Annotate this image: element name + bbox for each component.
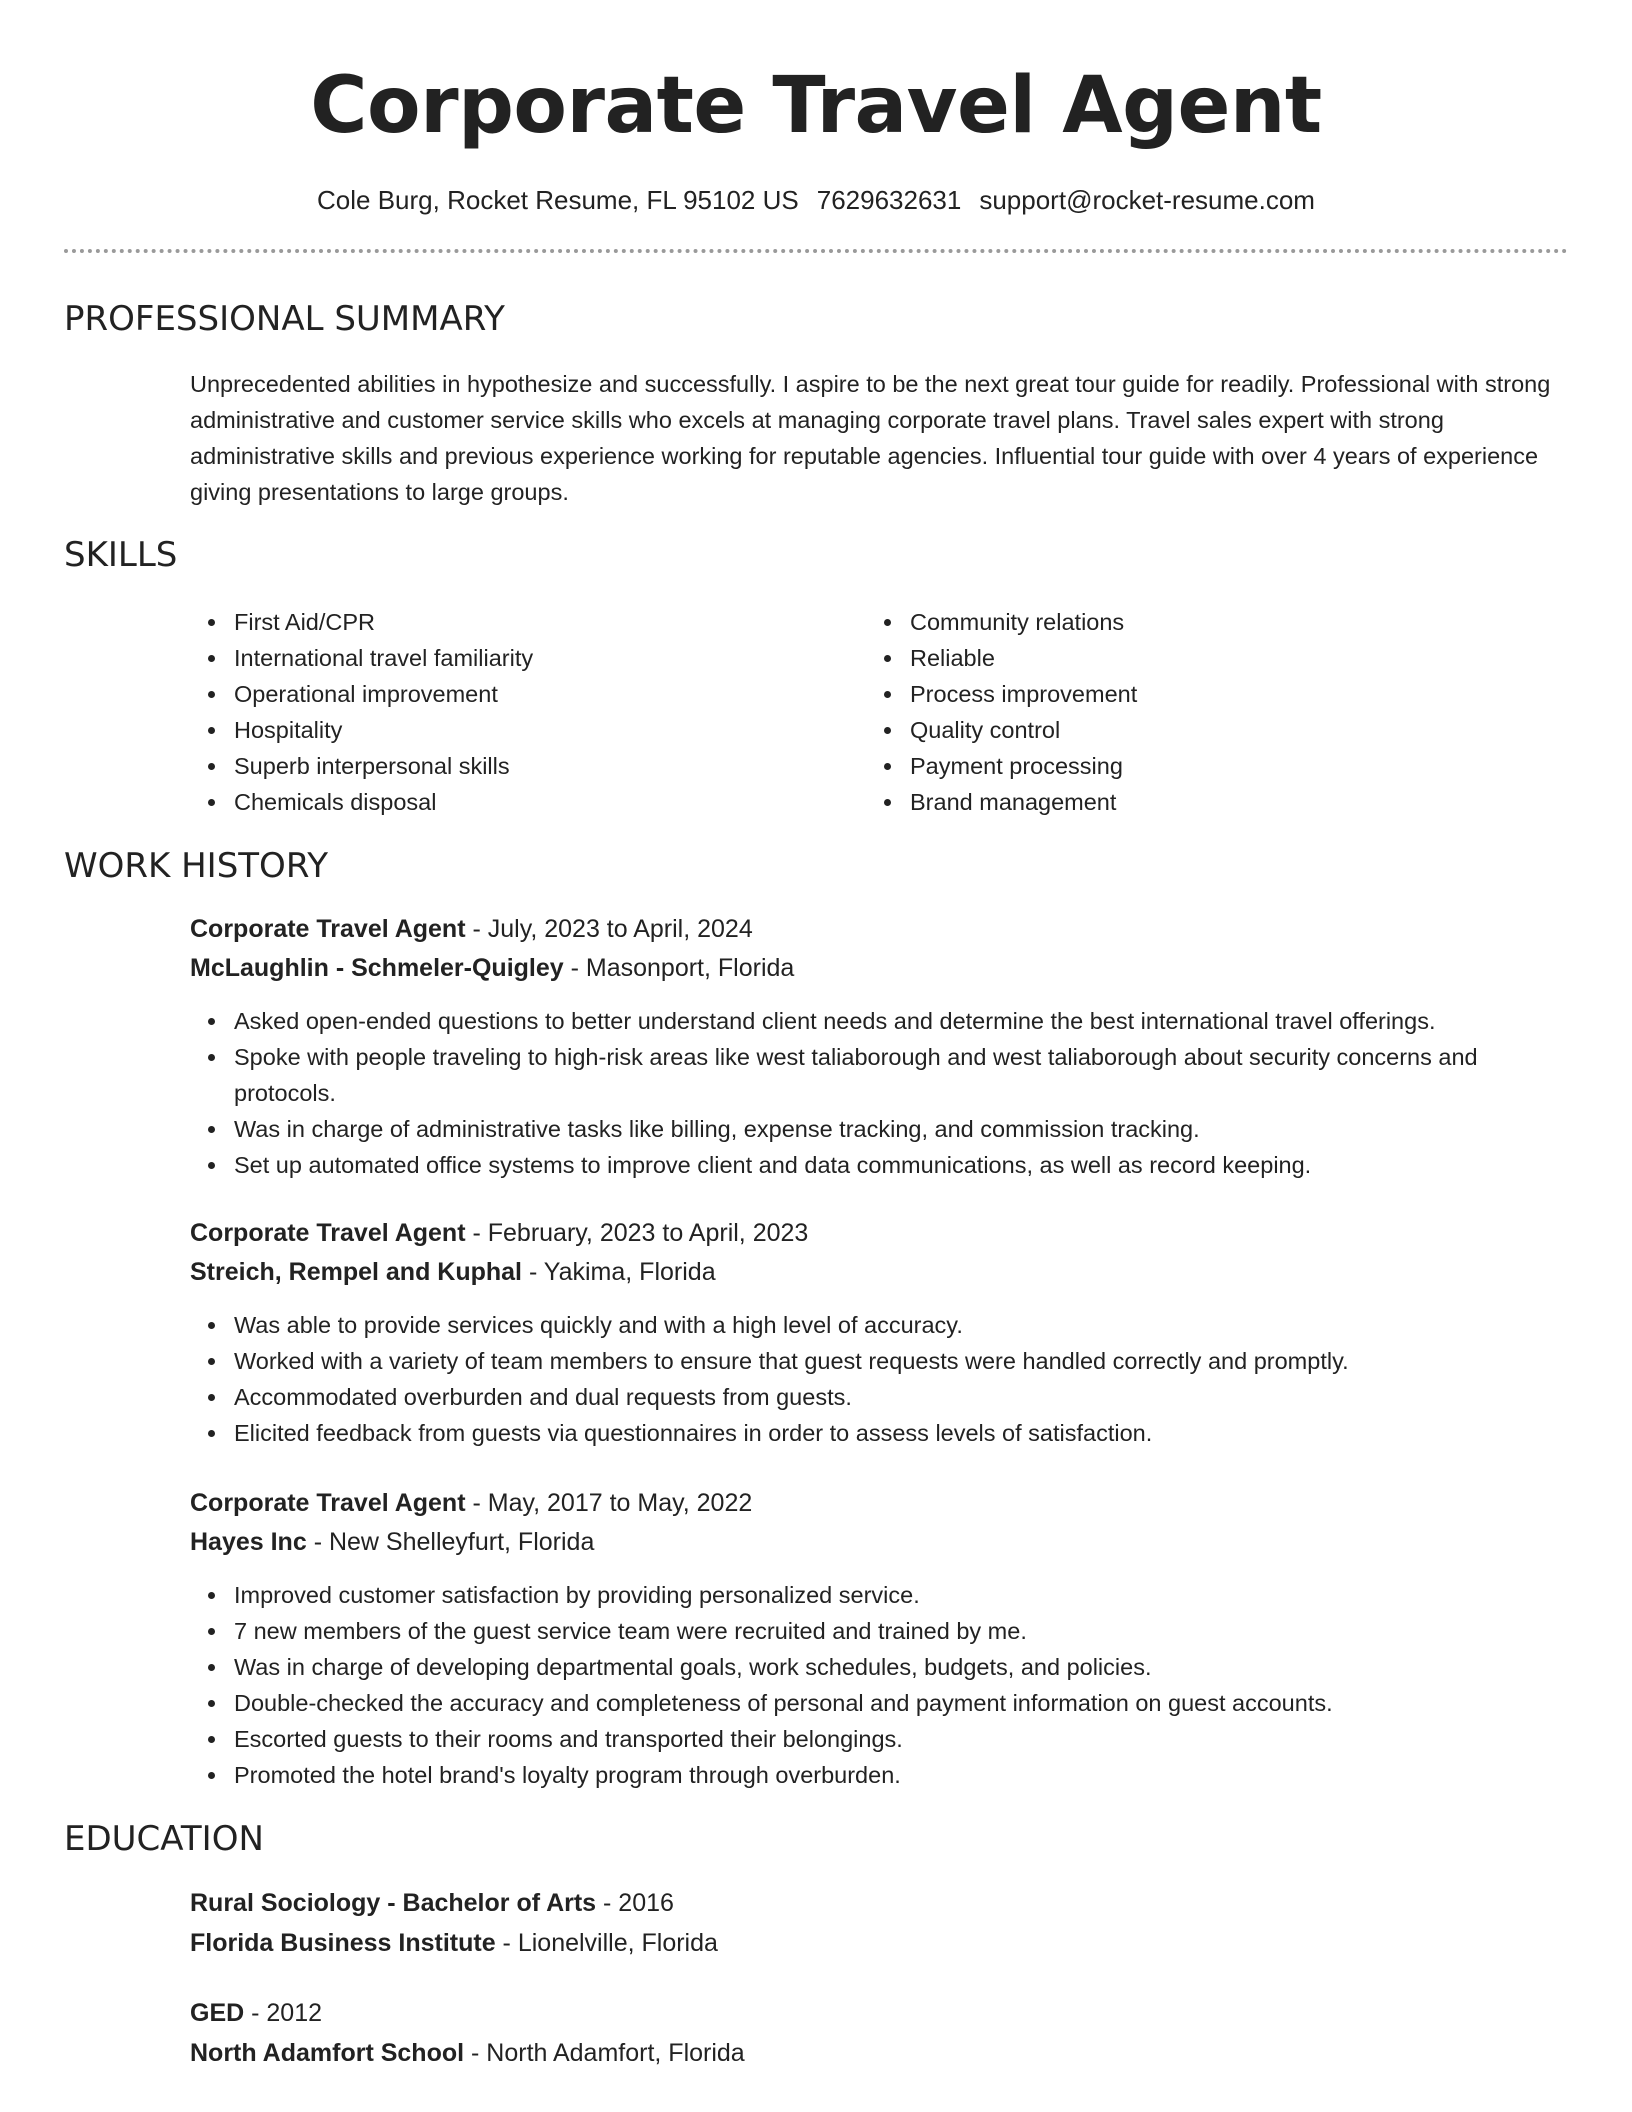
list-item: Worked with a variety of team members to ensure that guest requests were handled correctly and promptly. <box>190 1343 1570 1379</box>
job-role: Corporate Travel Agent <box>190 1489 466 1517</box>
skills-list-right <box>866 604 1466 820</box>
education-entry <box>190 1994 1570 2072</box>
header-divider <box>64 249 1568 253</box>
job-dates: - July, 2023 to April, 2024 <box>465 915 753 943</box>
contact-line <box>0 182 1632 218</box>
list-item: Was in charge of developing departmental goals, work schedules, budgets, and policies. <box>190 1649 1570 1685</box>
contact-address: Cole Burg, Rocket Resume, FL 95102 US <box>317 185 799 215</box>
skills-heading: SKILLS <box>64 535 178 575</box>
education-degree: Rural Sociology - Bachelor of Arts <box>190 1889 597 1917</box>
job-company: Hayes Inc <box>190 1528 307 1556</box>
contact-phone: 7629632631 <box>816 185 962 215</box>
job-entry <box>190 1484 1570 1793</box>
job-location: - Masonport, Florida <box>563 954 795 982</box>
job-role: Corporate Travel Agent <box>190 1219 466 1247</box>
list-item: Escorted guests to their rooms and transported their belongings. <box>190 1721 1570 1757</box>
job-bullets <box>190 1577 1570 1793</box>
skill-item: Quality control <box>866 712 1466 748</box>
contact-email: support@rocket-resume.com <box>979 185 1315 215</box>
skill-item: Brand management <box>866 784 1466 820</box>
skill-item: Chemicals disposal <box>190 784 790 820</box>
job-entry <box>190 910 1570 1183</box>
work-history-heading: WORK HISTORY <box>64 846 329 886</box>
skill-item: International travel familiarity <box>190 640 790 676</box>
list-item: Spoke with people traveling to high-risk areas like west taliaborough and west taliaborough about security concerns and protocols. <box>190 1039 1570 1111</box>
education-school: North Adamfort School <box>190 2039 465 2067</box>
list-item: 7 new members of the guest service team were recruited and trained by me. <box>190 1613 1570 1649</box>
job-bullets <box>190 1307 1570 1451</box>
summary-text: Unprecedented abilities in hypothesize and successfully. I aspire to be the next great tour guide for readily. Professional with strong administrative and customer service skills who excels at managing corporate travel plans. Travel sales expert with strong administrative skills and previous experience working for reputable agencies. Influential tour guide with over 4 years of experience giving presentations to large groups. <box>190 371 1551 505</box>
skill-item: Community relations <box>866 604 1466 640</box>
education-location: - North Adamfort, Florida <box>464 2039 745 2067</box>
list-item: Set up automated office systems to improve client and data communications, as well as record keeping. <box>190 1147 1570 1183</box>
job-bullets <box>190 1003 1570 1183</box>
list-item: Improved customer satisfaction by providing personalized service. <box>190 1577 1570 1613</box>
education-degree: GED <box>190 1999 245 2027</box>
education-year: - 2012 <box>244 1999 323 2027</box>
job-location: - New Shelleyfurt, Florida <box>306 1528 595 1556</box>
list-item: Accommodated overburden and dual requests from guests. <box>190 1379 1570 1415</box>
skill-item: First Aid/CPR <box>190 604 790 640</box>
resume-title: Corporate Travel Agent <box>310 61 1322 151</box>
skill-item: Hospitality <box>190 712 790 748</box>
education-location: - Lionelville, Florida <box>495 1929 718 1957</box>
skills-list-left <box>190 604 790 820</box>
skill-item: Process improvement <box>866 676 1466 712</box>
job-dates: - February, 2023 to April, 2023 <box>465 1219 809 1247</box>
job-company: Streich, Rempel and Kuphal <box>190 1258 523 1286</box>
job-location: - Yakima, Florida <box>522 1258 716 1286</box>
list-item: Was able to provide services quickly and with a high level of accuracy. <box>190 1307 1570 1343</box>
job-dates: - May, 2017 to May, 2022 <box>465 1489 753 1517</box>
skill-item: Superb interpersonal skills <box>190 748 790 784</box>
skill-item: Reliable <box>866 640 1466 676</box>
list-item: Asked open-ended questions to better understand client needs and determine the best international travel offerings. <box>190 1003 1570 1039</box>
education-school: Florida Business Institute <box>190 1929 496 1957</box>
education-entry <box>190 1884 1570 1962</box>
summary-heading: PROFESSIONAL SUMMARY <box>64 299 505 339</box>
job-role: Corporate Travel Agent <box>190 915 466 943</box>
list-item: Double-checked the accuracy and completeness of personal and payment information on guest accounts. <box>190 1685 1570 1721</box>
list-item: Elicited feedback from guests via questionnaires in order to assess levels of satisfaction. <box>190 1415 1570 1451</box>
list-item: Was in charge of administrative tasks like billing, expense tracking, and commission tracking. <box>190 1111 1570 1147</box>
job-entry <box>190 1214 1570 1451</box>
education-year: - 2016 <box>596 1889 674 1917</box>
job-company: McLaughlin - Schmeler-Quigley <box>190 954 564 982</box>
list-item: Promoted the hotel brand's loyalty program through overburden. <box>190 1757 1570 1793</box>
skill-item: Payment processing <box>866 748 1466 784</box>
skill-item: Operational improvement <box>190 676 790 712</box>
education-heading: EDUCATION <box>64 1819 264 1859</box>
